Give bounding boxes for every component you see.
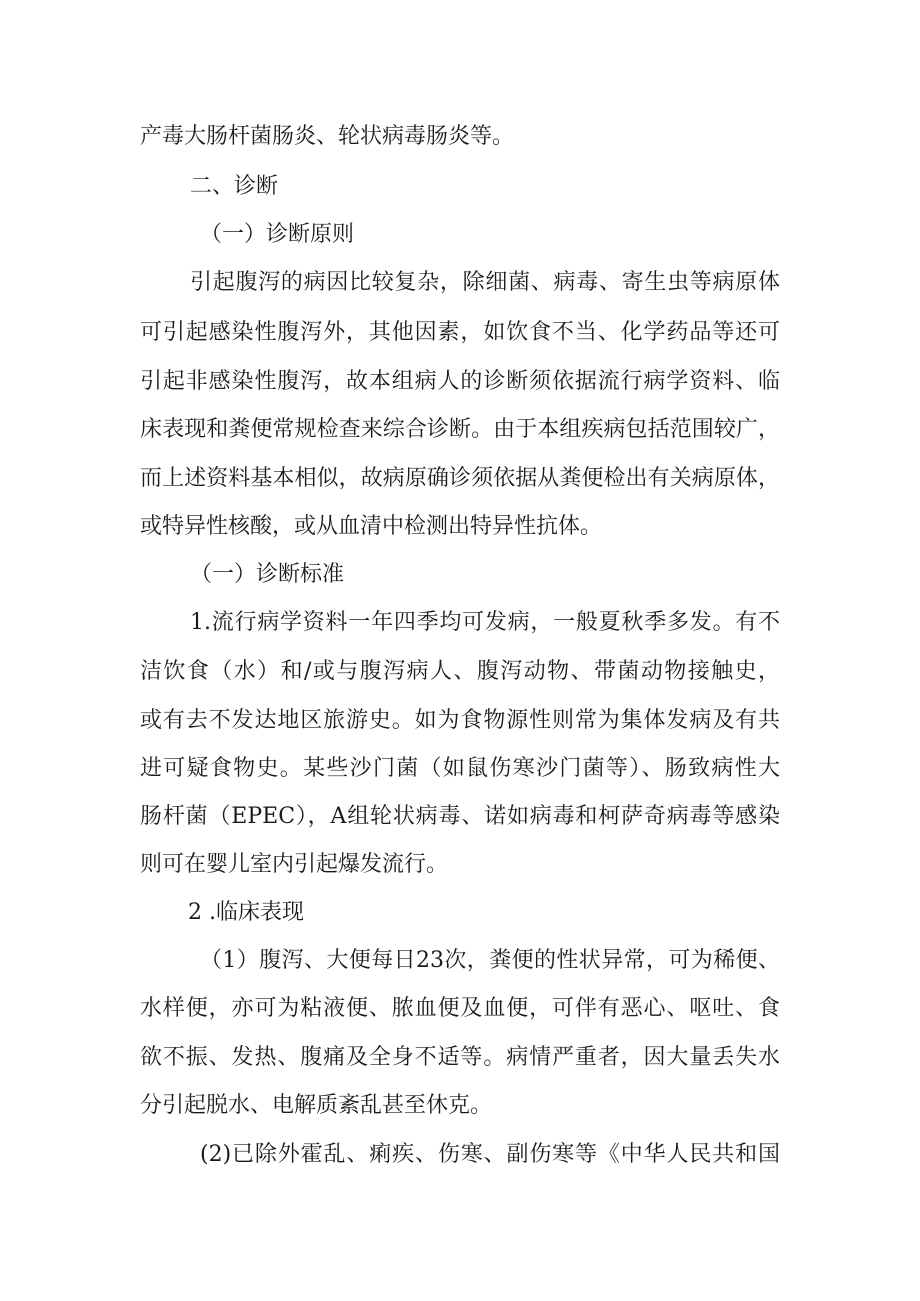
- paragraph-line: 或特异性核酸，或从血清中检测出特异性抗体。: [140, 514, 603, 539]
- paragraph-line: (2)已除外霍乱、痢疾、伤寒、副伤寒等《中华人民共和国: [200, 1142, 780, 1167]
- paragraph-line: 可引起感染性腹泻外，其他因素，如饮食不当、化学药品等还可: [140, 320, 780, 345]
- paragraph-line: 床表现和粪便常规检查来综合诊断。由于本组疾病包括范围较广，: [140, 417, 780, 442]
- paragraph-line: 引起非感染性腹泻，故本组病人的诊断须依据流行病学资料、临: [140, 369, 780, 394]
- paragraph-line: 进可疑食物史。某些沙门菌（如鼠伤寒沙门菌等）、肠致病性大: [140, 756, 780, 781]
- text-line: 产毒大肠杆菌肠炎、轮状病毒肠炎等。: [140, 124, 515, 149]
- paragraph-line: 欲不振、发热、腹痛及全身不适等。病情严重者，因大量丢失水: [140, 1045, 780, 1070]
- paragraph-line: 或有去不发达地区旅游史。如为食物源性则常为集体发病及有共: [140, 708, 780, 733]
- subsection-heading: （一）诊断原则: [200, 222, 355, 247]
- paragraph-line: 而上述资料基本相似，故病原确诊须依据从粪便检出有关病原体，: [140, 466, 780, 491]
- paragraph-line: 洁饮食（水）和/或与腹泻病人、腹泻动物、带菌动物接触史，: [140, 659, 780, 684]
- subsection-heading: （一）诊断标准: [190, 562, 345, 587]
- section-heading: 二、诊断: [190, 174, 279, 199]
- paragraph-line: 肠杆菌（EPEC），A组轮状病毒、诺如病毒和柯萨奇病毒等感染: [140, 804, 780, 829]
- paragraph-line: 1.流行病学资料一年四季均可发病，一般夏秋季多发。有不: [190, 610, 780, 635]
- paragraph-line: 分引起脱水、电解质紊乱甚至休克。: [140, 1093, 493, 1118]
- paragraph-line: 则可在婴儿室内引起爆发流行。: [140, 852, 449, 877]
- subsection-heading: 2 .临床表现: [188, 900, 304, 925]
- paragraph-line: （1）腹泻、大便每日23次，粪便的性状异常，可为稀便、: [200, 948, 780, 973]
- paragraph-line: 引起腹泻的病因比较复杂，除细菌、病毒、寄生虫等病原体: [190, 270, 780, 295]
- paragraph-line: 水样便，亦可为粘液便、脓血便及血便，可伴有恶心、呕吐、食: [140, 996, 780, 1021]
